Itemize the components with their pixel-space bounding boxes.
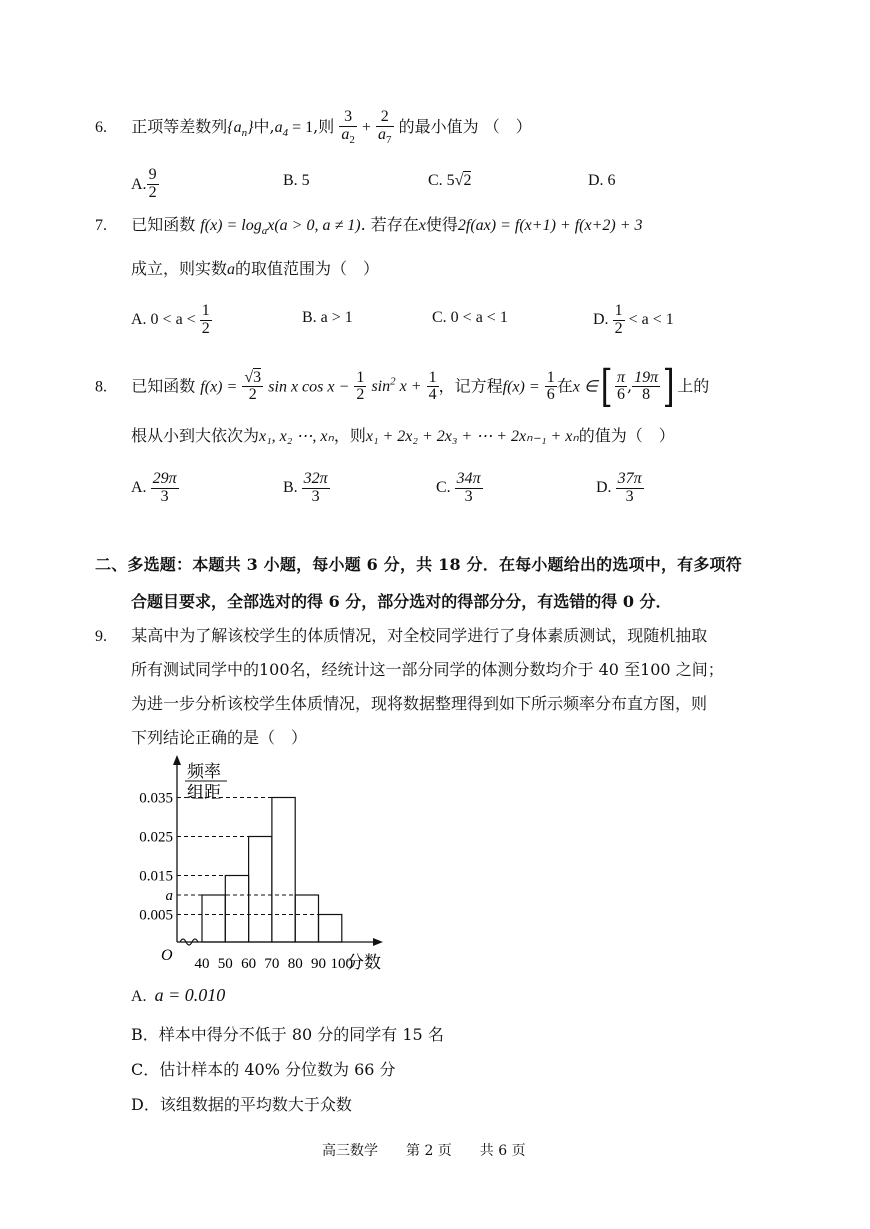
fraction-sixth: $\frac{1}{6}$	[546, 368, 555, 404]
x-axis-arrow-icon	[373, 938, 383, 946]
histogram-bar-90-100	[319, 915, 342, 943]
section-2-line1: 二、多选题：本题共 3 小题，每小题 6 分，共 18 分．在每小题给出的选项中，有多项符	[95, 555, 742, 574]
x-tick-label: 50	[217, 956, 233, 972]
sqrt-icon: √	[454, 172, 464, 189]
q9-option-c[interactable]: C．估计样本的 40% 分位数为 66 分	[131, 1060, 396, 1079]
x-tick-label: 40	[194, 956, 210, 972]
question-text: . 若存在	[360, 215, 419, 234]
math-term: x ∈	[572, 378, 598, 396]
question-text: ，则	[333, 426, 366, 445]
histogram-bar-50-60	[225, 876, 248, 943]
y-tick-label: 0.025	[139, 829, 173, 846]
question-8-line2	[131, 424, 675, 449]
q8-option-a[interactable]: A. $\frac{29\pi}{3}$	[131, 470, 177, 505]
y-tick-label: a	[165, 888, 173, 904]
math-var: x	[418, 217, 426, 234]
question-text: 的值为（ ）	[578, 426, 675, 445]
q6-option-c[interactable]: C. 5√2	[428, 172, 472, 189]
question-8	[95, 356, 709, 413]
q9-option-b[interactable]: B．样本中得分不低于 80 分的同学有 15 名	[131, 1025, 444, 1044]
question-text: ,则	[313, 117, 335, 136]
math-fx: f(x) =	[200, 378, 238, 396]
bracket-left-icon: [	[600, 360, 613, 412]
frequency-histogram	[125, 755, 425, 975]
fraction-half: $\frac{1}{2}$	[356, 368, 365, 404]
math-function-def: $f(x) = \log_ax(a > 0$, a ≠ 1)	[200, 217, 361, 238]
y-tick-label: 0.005	[139, 907, 173, 924]
question-number: 6.	[95, 119, 107, 136]
question-text: 正项等差数列	[131, 117, 228, 136]
q6-option-b[interactable]: B. 5	[283, 172, 310, 189]
question-9-line2: 所有测试同学中的100名，经统计这一部分同学的体测分数均介于 40 至100 之间；	[131, 660, 724, 679]
x-tick-label: 100	[330, 956, 354, 972]
question-text: 的取值范围为（ ）	[235, 259, 380, 278]
y-axis-arrow-icon	[173, 755, 181, 765]
q7-option-a[interactable]: A. 0 < a < $\frac{1}{2}$	[131, 302, 210, 337]
question-text: 已知函数	[131, 376, 196, 396]
question-text: ，记方程	[438, 376, 503, 396]
y-axis-label-top: 频率	[187, 762, 221, 781]
x-tick-label: 80	[287, 956, 303, 972]
question-6	[95, 102, 532, 152]
q7-option-d[interactable]: D. $\frac{1}{2}$ < a < 1	[593, 302, 674, 337]
math-seq: $\{a_n\}$	[227, 119, 254, 140]
question-text: 中,	[253, 117, 275, 136]
q8-option-d[interactable]: D. $\frac{37\pi}{3}$	[596, 470, 642, 505]
x-axis-label: 分数	[347, 953, 381, 972]
q8-option-c[interactable]: C. $\frac{34\pi}{3}$	[436, 470, 481, 505]
question-number: 7.	[95, 217, 107, 234]
question-text: 在	[556, 376, 573, 396]
fraction-19pi-over-8: $\frac{19\pi}{8}$	[634, 368, 659, 404]
q9-option-d[interactable]: D．该组数据的平均数大于众数	[131, 1095, 352, 1114]
x-tick-label: 60	[241, 956, 257, 972]
sqrt-icon: √	[244, 368, 254, 386]
page-footer: 高三数学 第 2 页 共 6 页	[322, 1143, 526, 1159]
question-9-line4: 下列结论正确的是（ ）	[131, 728, 308, 747]
math-var: a	[227, 261, 236, 278]
histogram-bar-40-50	[202, 895, 225, 942]
question-text: 根从小到大依次为	[131, 426, 260, 445]
histogram-bar-60-70	[249, 837, 272, 943]
q7-option-b[interactable]: B. a > 1	[302, 309, 353, 326]
math-condition: $a_4$	[274, 119, 289, 140]
math-sum: x₁ + 2x₂ + 2x₃ + ⋯ + 2xₙ₋₁ + xₙ	[365, 428, 579, 445]
math-roots: x₁, x₂ ⋯, xₙ	[259, 428, 334, 445]
section-2-line2: 合题目要求，全部选对的得 6 分，部分选对的得部分分，有选错的得 0 分．	[131, 592, 672, 611]
question-7-line2	[131, 257, 379, 282]
fraction-3-over-a2: $\frac{3}{a_2}$	[341, 107, 355, 146]
origin-label: O	[161, 947, 173, 964]
fraction-quarter: $\frac{1}{4}$	[428, 368, 437, 404]
question-text: 某高中为了解该校学生的体质情况，对全校同学进行了身体素质测试，现随机抽取	[131, 626, 708, 645]
question-number: 8.	[95, 378, 107, 396]
question-number: 9.	[95, 628, 107, 645]
question-text: 成立，则实数	[131, 259, 228, 278]
fraction-pi-over-6: $\frac{\pi}{6}$	[616, 368, 625, 404]
question-text: 上的	[677, 376, 710, 396]
bracket-right-icon: ]	[662, 360, 675, 412]
histogram-bar-70-80	[272, 798, 295, 943]
question-9-line3: 为进一步分析该校学生体质情况，现将数据整理得到如下所示频率分布直方图，则	[131, 694, 708, 713]
question-7	[95, 213, 643, 243]
q6-option-a[interactable]: A. $\frac{9}{2}$	[131, 166, 157, 201]
question-text: 使得	[425, 215, 458, 234]
q9-option-a[interactable]: A. a = 0.010	[131, 985, 226, 1005]
math-term: $\sin^2 x$ +	[371, 376, 422, 396]
question-text: 的最小值为 （ ）	[398, 117, 532, 136]
fraction-2-over-a7: $\frac{2}{a_7}$	[378, 107, 392, 146]
histogram-bar-80-90	[295, 895, 318, 942]
q6-option-d[interactable]: D. 6	[588, 172, 616, 189]
fraction-sqrt3-over-2: $\frac{√3}{2}$	[244, 368, 262, 404]
q7-option-c[interactable]: C. 0 < a < 1	[432, 309, 508, 326]
question-text: 已知函数	[131, 215, 196, 234]
math-fx: f(x) =	[502, 378, 540, 396]
y-axis-label-bottom: 组距	[187, 783, 221, 802]
y-tick-label: 0.015	[139, 868, 173, 885]
q8-option-b[interactable]: B. $\frac{32\pi}{3}$	[283, 470, 328, 505]
x-tick-label: 90	[311, 956, 326, 972]
math-condition-value: = 1	[288, 119, 314, 136]
question-9	[95, 623, 707, 646]
comma: ,	[626, 376, 633, 396]
x-tick-label: 70	[264, 956, 280, 972]
y-tick-label: 0.035	[139, 790, 173, 807]
plus-sign: +	[361, 119, 371, 136]
math-term: sin x cos x −	[268, 378, 350, 396]
math-equation: 2f(ax) = f(x+1) + f(x+2) + 3	[457, 217, 643, 234]
